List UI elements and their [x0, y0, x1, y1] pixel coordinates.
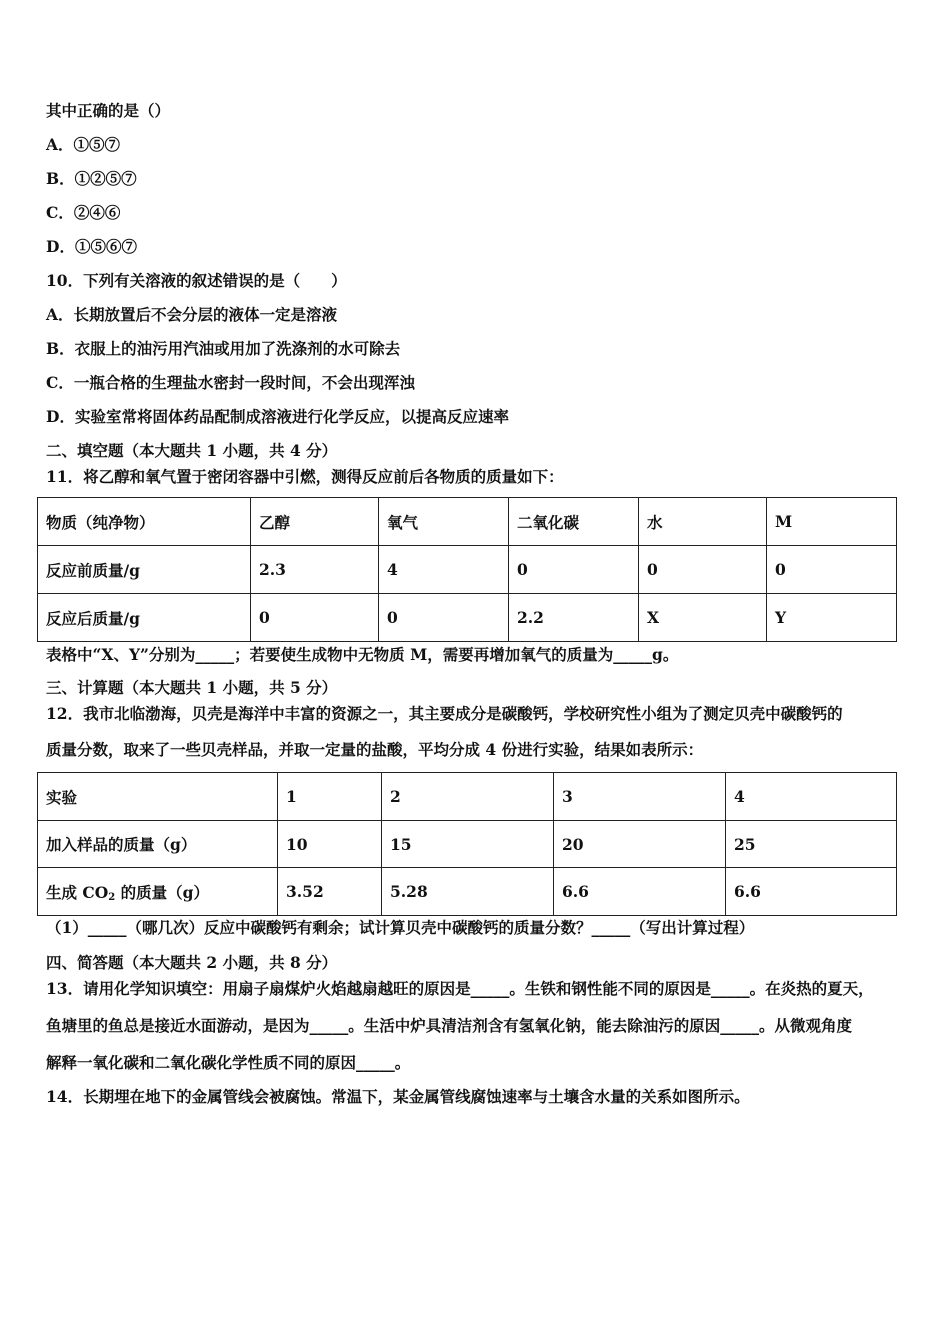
table-cell: 2 [382, 773, 554, 821]
q9-stem: 其中正确的是（） [46, 101, 171, 120]
section2-title: 二、填空题（本大题共 1 小题，共 4 分） [46, 441, 338, 460]
table-cell: 反应前质量/g [38, 546, 251, 594]
table-cell: 5.28 [382, 868, 554, 916]
q12-table [37, 772, 897, 916]
table-cell: 4 [726, 773, 897, 821]
table-cell: 3.52 [278, 868, 382, 916]
q12-stem-line2: 质量分数，取来了一些贝壳样品，并取一定量的盐酸，平均分成 4 份进行实验，结果如表所示： [46, 740, 704, 759]
q13-line2: 鱼塘里的鱼总是接近水面游动，是因为_____。生活中炉具清洁剂含有氢氧化钠，能去除油污的原因_____。从微观角度 [46, 1016, 853, 1035]
table-cell: 0 [379, 594, 509, 642]
q10-stem: 10．下列有关溶液的叙述错误的是（ ） [46, 271, 347, 290]
section3-title: 三、计算题（本大题共 1 小题，共 5 分） [46, 678, 338, 697]
table-cell: X [639, 594, 767, 642]
q11-after: 表格中“X、Y”分别为_____；若要使生成物中无物质 M，需要再增加氧气的质量为_____g。 [46, 645, 679, 664]
table-cell: Y [767, 594, 897, 642]
table-row [38, 868, 897, 916]
table-cell: 15 [382, 821, 554, 868]
table-row [38, 821, 897, 868]
table-row [38, 594, 897, 642]
q12-stem-line1: 12．我市北临渤海，贝壳是海洋中丰富的资源之一，其主要成分是碳酸钙，学校研究性小组为了测定贝壳中碳酸钙的 [46, 704, 843, 723]
table-row [38, 773, 897, 821]
table-cell: 二氧化碳 [509, 498, 639, 546]
q12-question: （1）_____（哪几次）反应中碳酸钙有剩余；试计算贝壳中碳酸钙的质量分数？_____（写出计算过程） [46, 918, 755, 937]
q10-option-c: C．一瓶合格的生理盐水密封一段时间，不会出现浑浊 [46, 373, 415, 392]
q13-line3: 解释一氧化碳和二氧化碳化学性质不同的原因_____。 [46, 1053, 411, 1072]
table-cell: 乙醇 [251, 498, 379, 546]
section4-title: 四、简答题（本大题共 2 小题，共 8 分） [46, 953, 338, 972]
q10-option-a: A．长期放置后不会分层的液体一定是溶液 [46, 305, 338, 324]
table-cell: 反应后质量/g [38, 594, 251, 642]
table-cell: 3 [554, 773, 726, 821]
table-cell: 0 [639, 546, 767, 594]
q13-line1: 13．请用化学知识填空：用扇子扇煤炉火焰越扇越旺的原因是_____。生铁和钢性能不同的原因是_____。在炎热的夏天， [46, 979, 874, 998]
q9-option-c: C．②④⑥ [46, 203, 121, 222]
q9-option-a: A．①⑤⑦ [46, 135, 121, 154]
table-cell: 10 [278, 821, 382, 868]
q9-option-d: D．①⑤⑥⑦ [46, 237, 137, 256]
table-cell: 6.6 [554, 868, 726, 916]
table-cell: 生成 $CO_2$ 的质量（g） [38, 868, 278, 916]
q10-option-b: B．衣服上的油污用汽油或用加了洗涤剂的水可除去 [46, 339, 401, 358]
table-cell: 实验 [38, 773, 278, 821]
table-cell: 2.3 [251, 546, 379, 594]
table-cell: 0 [509, 546, 639, 594]
table-cell: 1 [278, 773, 382, 821]
table-cell: 6.6 [726, 868, 897, 916]
table-cell: 氧气 [379, 498, 509, 546]
q10-option-d: D．实验室常将固体药品配制成溶液进行化学反应，以提高反应速率 [46, 407, 509, 426]
table-row [38, 498, 897, 546]
q14-stem: 14．长期埋在地下的金属管线会被腐蚀。常温下，某金属管线腐蚀速率与土壤含水量的关系如图所示。 [46, 1087, 750, 1106]
table-row [38, 546, 897, 594]
table-cell: 2.2 [509, 594, 639, 642]
q9-option-b: B．①②⑤⑦ [46, 169, 137, 188]
table-cell: 加入样品的质量（g） [38, 821, 278, 868]
table-cell: 物质（纯净物） [38, 498, 251, 546]
table-cell: 水 [639, 498, 767, 546]
table-cell: 0 [251, 594, 379, 642]
table-cell: 4 [379, 546, 509, 594]
table-cell: 20 [554, 821, 726, 868]
table-cell: M [767, 498, 897, 546]
table-cell: 0 [767, 546, 897, 594]
q11-stem: 11．将乙醇和氧气置于密闭容器中引燃，测得反应前后各物质的质量如下： [46, 467, 564, 486]
q11-table [37, 497, 897, 642]
table-cell: 25 [726, 821, 897, 868]
